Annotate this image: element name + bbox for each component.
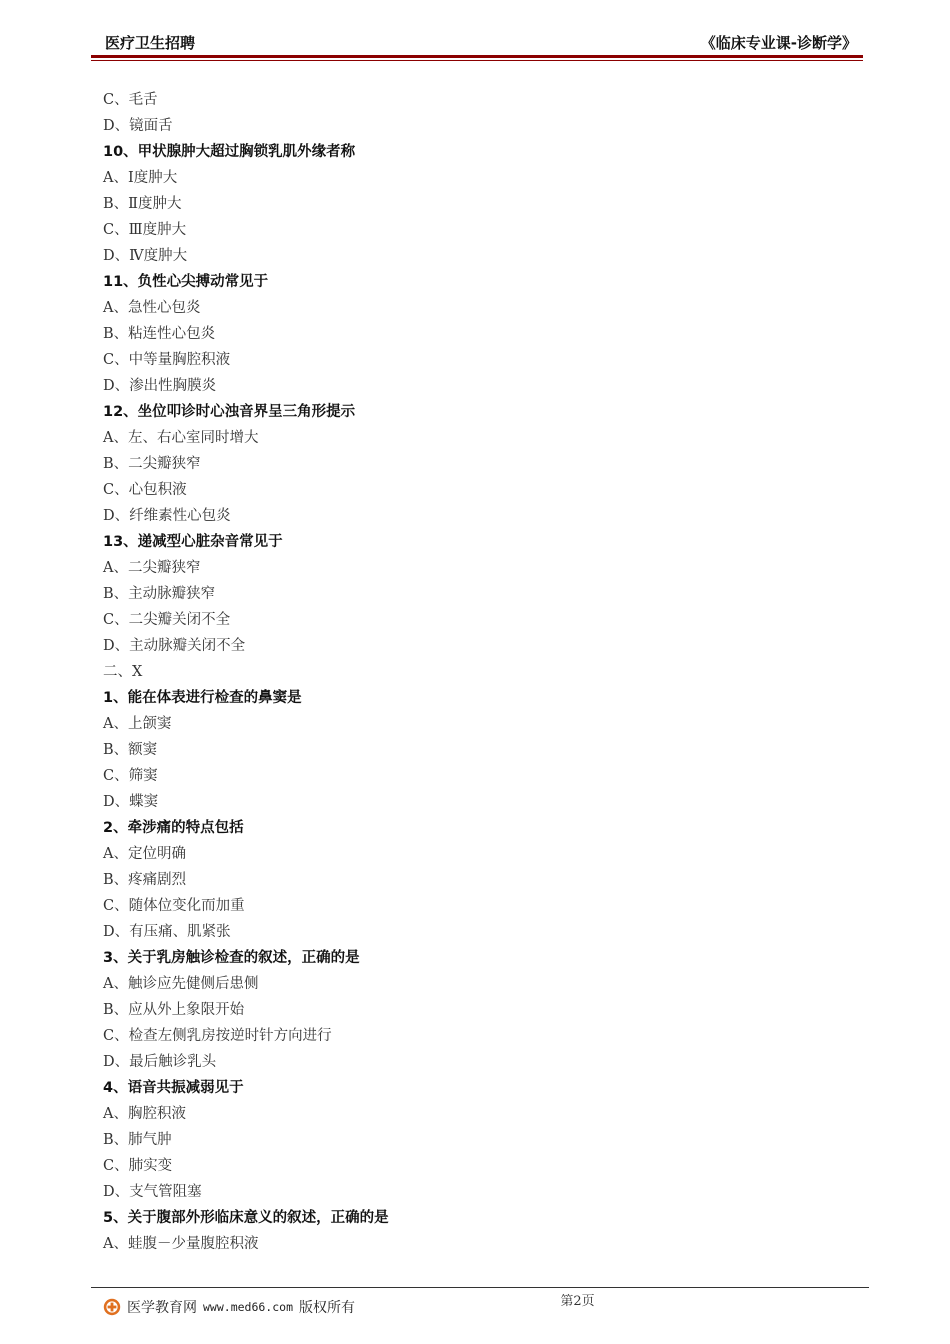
answer-option: C、Ⅲ度肿大 <box>103 222 187 238</box>
answer-option: B、粘连性心包炎 <box>103 326 216 342</box>
question-stem: 13、递减型心脏杂音常见于 <box>103 534 283 550</box>
answer-option: C、毛舌 <box>103 92 158 108</box>
answer-option: 二、X <box>103 664 143 680</box>
answer-option: B、肺气肿 <box>103 1132 172 1148</box>
answer-option: C、心包积液 <box>103 482 187 498</box>
page-number: 第2页 <box>560 1294 595 1309</box>
answer-option: A、急性心包炎 <box>103 300 201 316</box>
question-stem: 3、关于乳房触诊检查的叙述，正确的是 <box>103 950 360 966</box>
header-rule-thin <box>91 60 863 61</box>
answer-option: D、支气管阻塞 <box>103 1184 202 1200</box>
question-stem: 2、牵涉痛的特点包括 <box>103 820 244 836</box>
footer-rule <box>91 1287 869 1288</box>
answer-option: B、应从外上象限开始 <box>103 1002 245 1018</box>
answer-option: A、蛙腹－少量腹腔积液 <box>103 1236 259 1252</box>
answer-option: B、二尖瓣狭窄 <box>103 456 201 472</box>
answer-option: A、上颌窦 <box>103 716 172 732</box>
answer-option: D、纤维素性心包炎 <box>103 508 231 524</box>
question-stem: 1、能在体表进行检查的鼻窦是 <box>103 690 302 706</box>
answer-option: C、检查左侧乳房按逆时针方向进行 <box>103 1028 332 1044</box>
answer-option: D、镜面舌 <box>103 118 173 134</box>
answer-option: C、肺实变 <box>103 1158 173 1174</box>
question-stem: 10、甲状腺肿大超过胸锁乳肌外缘者称 <box>103 144 356 160</box>
answer-option: C、中等量胸腔积液 <box>103 352 231 368</box>
footer-rights: 版权所有 <box>299 1300 356 1316</box>
page-header <box>91 30 863 54</box>
answer-option: C、筛窦 <box>103 768 158 784</box>
question-list <box>103 87 843 1257</box>
question-stem: 5、关于腹部外形临床意义的叙述，正确的是 <box>103 1210 389 1226</box>
answer-option: D、最后触诊乳头 <box>103 1054 217 1070</box>
answer-option: A、二尖瓣狭窄 <box>103 560 201 576</box>
question-stem: 4、语音共振减弱见于 <box>103 1080 244 1096</box>
answer-option: A、Ⅰ度肿大 <box>103 170 178 186</box>
answer-option: D、Ⅳ度肿大 <box>103 248 188 264</box>
footer-brand-url: www.med66.com <box>203 1300 294 1314</box>
question-stem: 11、负性心尖搏动常见于 <box>103 274 269 290</box>
answer-option: A、胸腔积液 <box>103 1106 186 1122</box>
answer-option: B、主动脉瓣狭窄 <box>103 586 216 602</box>
answer-option: A、定位明确 <box>103 846 186 862</box>
answer-option: D、渗出性胸膜炎 <box>103 378 217 394</box>
footer-brand <box>103 1296 355 1318</box>
answer-option: A、左、右心室同时增大 <box>103 430 259 446</box>
question-stem: 12、坐位叩诊时心浊音界呈三角形提示 <box>103 404 356 420</box>
answer-option: C、二尖瓣关闭不全 <box>103 612 231 628</box>
answer-option: D、蝶窦 <box>103 794 159 810</box>
header-rule-thick <box>91 55 863 58</box>
answer-option: D、主动脉瓣关闭不全 <box>103 638 246 654</box>
header-right-title: 《临床专业课-诊断学》 <box>700 34 857 52</box>
med66-logo-icon <box>103 1298 121 1316</box>
answer-option: B、Ⅱ度肿大 <box>103 196 182 212</box>
answer-option: D、有压痛、肌紧张 <box>103 924 231 940</box>
header-left-title: 医疗卫生招聘 <box>105 34 196 52</box>
answer-option: B、额窦 <box>103 742 158 758</box>
footer-brand-name: 医学教育网 <box>127 1300 197 1316</box>
answer-option: C、随体位变化而加重 <box>103 898 245 914</box>
answer-option: A、触诊应先健侧后患侧 <box>103 976 259 992</box>
answer-option: B、疼痛剧烈 <box>103 872 187 888</box>
